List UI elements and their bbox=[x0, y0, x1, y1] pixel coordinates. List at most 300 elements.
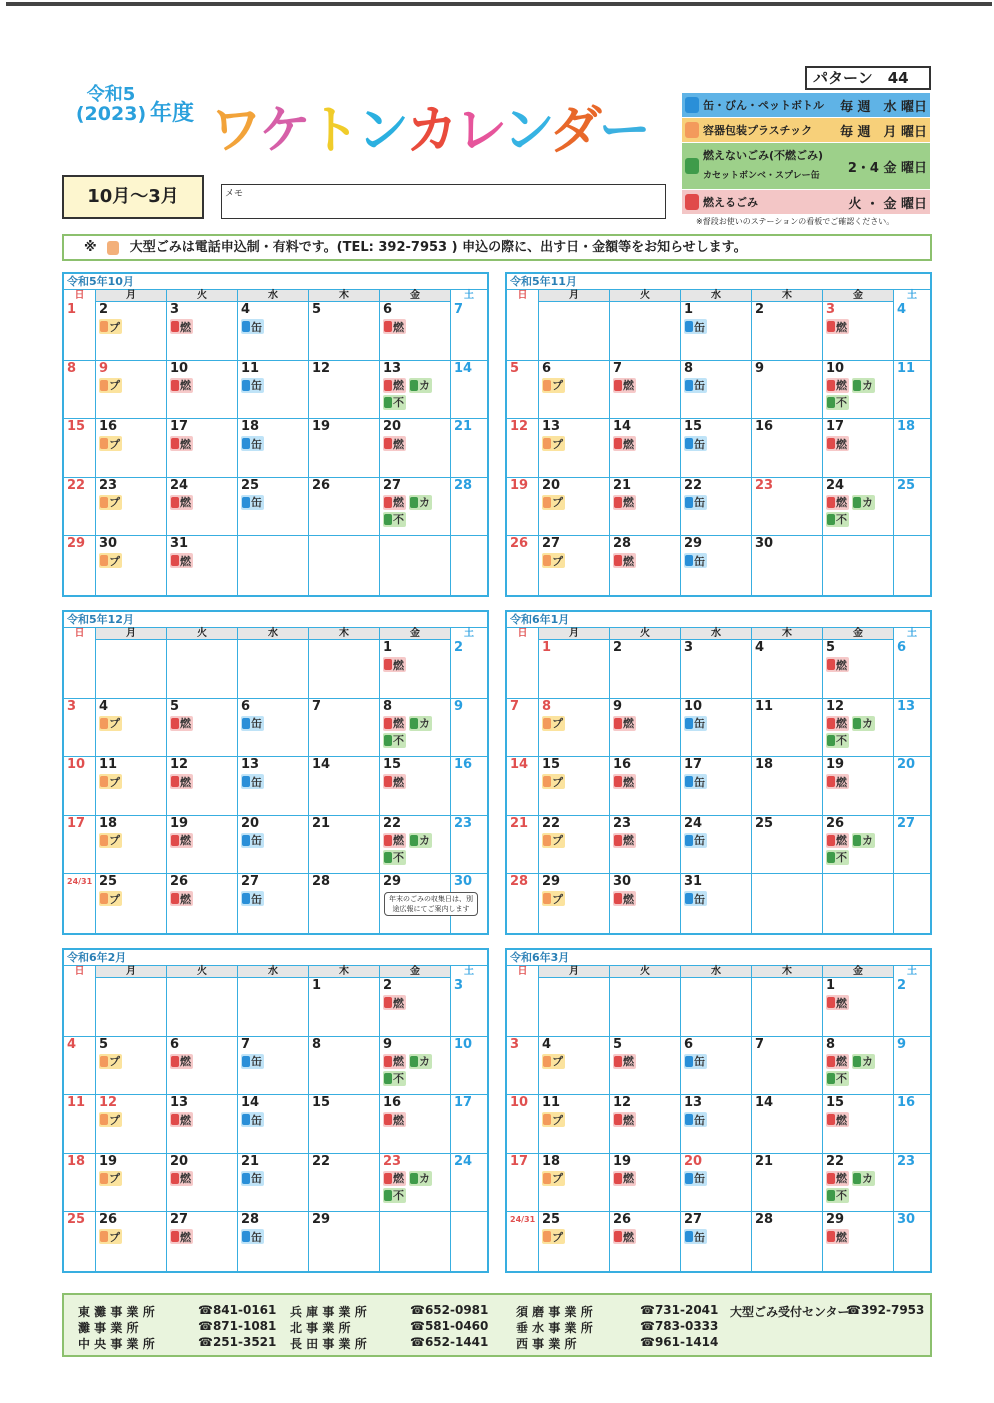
month-calendar bbox=[62, 948, 489, 1273]
badge-label: 燃 bbox=[393, 379, 404, 393]
day-number: 27 bbox=[897, 815, 916, 831]
pickup-badges bbox=[383, 1112, 447, 1127]
day-cell bbox=[167, 478, 238, 537]
weekday-label: 月 bbox=[96, 290, 167, 302]
day-number: 2 bbox=[99, 302, 109, 317]
day-number: 27 bbox=[383, 477, 402, 493]
pickup-badge-burn bbox=[613, 378, 636, 393]
day-cell bbox=[894, 478, 930, 537]
pickup-badge-pla bbox=[99, 1054, 122, 1069]
day-cell bbox=[894, 1212, 930, 1271]
legend-noncombustible-labels bbox=[703, 146, 848, 186]
day-cell bbox=[894, 1095, 930, 1154]
day-number: 1 bbox=[312, 978, 322, 993]
pickup-badge-can bbox=[684, 553, 707, 568]
pickup-badges bbox=[684, 774, 748, 789]
pickup-badges bbox=[99, 1054, 163, 1069]
day-cell bbox=[96, 478, 167, 537]
day-number: 14 bbox=[510, 757, 529, 773]
pickup-badge-can bbox=[241, 716, 264, 731]
day-number: 29 bbox=[67, 536, 86, 552]
badge-label: 燃 bbox=[623, 437, 634, 451]
day-number: 22 bbox=[67, 477, 86, 493]
badge-label: プ bbox=[109, 775, 120, 789]
day-cell bbox=[894, 536, 930, 595]
day-cell bbox=[823, 699, 894, 758]
legend-plastic bbox=[682, 118, 930, 142]
pickup-badge-can bbox=[684, 378, 707, 393]
office-entry bbox=[730, 1319, 846, 1335]
office-entry bbox=[730, 1335, 846, 1351]
pickup-badges bbox=[826, 995, 890, 1010]
day-number: 20 bbox=[684, 1153, 703, 1169]
pickup-badges bbox=[241, 1229, 305, 1244]
day-cell bbox=[451, 640, 487, 699]
non-icon bbox=[384, 735, 392, 746]
day-cell bbox=[167, 1212, 238, 1271]
month-calendar bbox=[505, 948, 932, 1273]
day-cell bbox=[610, 1037, 681, 1096]
day-cell bbox=[610, 478, 681, 537]
day-cell bbox=[752, 1037, 823, 1096]
pickup-badges bbox=[613, 774, 677, 789]
day-number: 19 bbox=[170, 815, 189, 831]
day-number: 22 bbox=[312, 1153, 331, 1169]
badge-label: 缶 bbox=[251, 775, 262, 789]
pickup-badge-burn bbox=[613, 1054, 636, 1069]
day-cell bbox=[823, 1095, 894, 1154]
pickup-badge-pla bbox=[542, 1229, 565, 1244]
pickup-badge-pla bbox=[542, 378, 565, 393]
pickup-badge-pla bbox=[542, 774, 565, 789]
pickup-badges bbox=[170, 716, 234, 731]
badge-label: プ bbox=[552, 1172, 563, 1186]
day-cell bbox=[507, 1095, 539, 1154]
day-cell bbox=[823, 874, 894, 933]
day-number: 7 bbox=[241, 1036, 251, 1052]
day-number: 26 bbox=[613, 1212, 632, 1228]
day-cell bbox=[539, 361, 610, 420]
burn-icon bbox=[384, 1056, 392, 1067]
day-cell bbox=[507, 640, 539, 699]
legend-can bbox=[682, 93, 930, 117]
title-char: ン bbox=[502, 101, 550, 161]
burn-icon bbox=[171, 497, 179, 508]
office-entry: 北 事 業 所 bbox=[290, 1321, 351, 1335]
day-number: 11 bbox=[99, 757, 118, 773]
weekday-label: 火 bbox=[610, 290, 681, 302]
can-icon bbox=[685, 438, 693, 449]
pickup-badges bbox=[99, 553, 163, 568]
plastic-icon bbox=[685, 122, 699, 138]
day-number: 9 bbox=[383, 1036, 393, 1052]
pickup-badge-can bbox=[241, 1171, 264, 1186]
burn-icon bbox=[171, 776, 179, 787]
pickup-badges bbox=[826, 833, 890, 865]
weekday-label: 日 bbox=[64, 628, 96, 640]
day-cell bbox=[238, 1212, 309, 1271]
day-number: 17 bbox=[454, 1095, 473, 1111]
day-number: 25 bbox=[99, 874, 118, 890]
day-cell bbox=[64, 874, 96, 933]
pickup-badges bbox=[383, 495, 447, 527]
legend bbox=[682, 93, 930, 227]
pickup-badges bbox=[613, 1054, 677, 1069]
badge-label: 燃 bbox=[836, 1230, 847, 1244]
pickup-badges bbox=[241, 319, 305, 334]
pickup-badges bbox=[684, 1112, 748, 1127]
legend-plastic-label: 容器包装プラスチック bbox=[703, 124, 813, 137]
weekday-label: 水 bbox=[681, 966, 752, 978]
day-cell bbox=[752, 874, 823, 933]
day-cell bbox=[681, 757, 752, 816]
pickup-badge-burn bbox=[613, 833, 636, 848]
day-cell bbox=[539, 1037, 610, 1096]
pickup-badges bbox=[170, 436, 234, 451]
office-entry: 須 磨 事 業 所 bbox=[516, 1305, 593, 1319]
day-cell bbox=[451, 419, 487, 478]
badge-label: プ bbox=[552, 379, 563, 393]
pickup-badge-burn bbox=[826, 716, 849, 731]
burn-icon bbox=[171, 1114, 179, 1125]
page-title bbox=[210, 88, 648, 163]
day-cell bbox=[894, 302, 930, 361]
badge-label: 燃 bbox=[623, 554, 634, 568]
office-entry: 兵 庫 事 業 所 bbox=[290, 1305, 367, 1319]
pickup-badges bbox=[241, 891, 305, 906]
pickup-badges bbox=[542, 436, 606, 451]
weekday-label: 日 bbox=[64, 966, 96, 978]
weeks-grid bbox=[64, 640, 487, 933]
badge-label: 燃 bbox=[180, 775, 191, 789]
pickup-badge-burn bbox=[383, 995, 406, 1010]
day-number: 4 bbox=[241, 302, 251, 317]
pickup-badges bbox=[170, 891, 234, 906]
office-entry: 中 央 事 業 所 bbox=[78, 1337, 155, 1351]
day-cell bbox=[238, 1037, 309, 1096]
can-icon bbox=[685, 380, 693, 391]
day-number: 9 bbox=[613, 698, 623, 714]
badge-label: 燃 bbox=[836, 834, 847, 848]
weekday-label: 土 bbox=[894, 290, 930, 302]
badge-label: プ bbox=[109, 892, 120, 906]
pickup-badge-can bbox=[684, 1171, 707, 1186]
day-cell bbox=[539, 1095, 610, 1154]
badge-label: カ bbox=[419, 379, 430, 393]
weekday-label: 木 bbox=[752, 290, 823, 302]
day-cell bbox=[64, 361, 96, 420]
burn-icon bbox=[614, 835, 622, 846]
burn-icon bbox=[171, 380, 179, 391]
weekday-label: 火 bbox=[167, 966, 238, 978]
day-cell bbox=[238, 302, 309, 361]
day-number: 24 bbox=[684, 815, 703, 831]
pickup-badge-pla bbox=[99, 1229, 122, 1244]
badge-label: 燃 bbox=[180, 1055, 191, 1069]
badge-label: プ bbox=[109, 554, 120, 568]
day-cell bbox=[507, 1037, 539, 1096]
pla-icon bbox=[543, 1114, 551, 1125]
pickup-badge-kan bbox=[852, 716, 875, 731]
pickup-badges bbox=[241, 716, 305, 731]
day-cell bbox=[507, 816, 539, 875]
pickup-badge-burn bbox=[383, 436, 406, 451]
day-cell bbox=[681, 302, 752, 361]
pickup-badge-pla bbox=[99, 774, 122, 789]
day-number: 18 bbox=[542, 1153, 561, 1169]
day-number: 2 bbox=[454, 640, 464, 655]
pickup-badge-can bbox=[241, 1054, 264, 1069]
day-number: 25 bbox=[542, 1212, 561, 1228]
day-number: 7 bbox=[510, 698, 520, 714]
day-cell bbox=[451, 874, 487, 933]
weeks-grid bbox=[507, 640, 930, 933]
badge-label: プ bbox=[552, 437, 563, 451]
day-cell bbox=[96, 536, 167, 595]
badge-label: 燃 bbox=[393, 1172, 404, 1186]
day-number: 6 bbox=[170, 1036, 180, 1052]
badge-label: 不 bbox=[393, 851, 404, 865]
day-cell bbox=[539, 1212, 610, 1271]
pickup-badge-burn bbox=[383, 833, 406, 848]
pickup-badge-pla bbox=[542, 1171, 565, 1186]
pickup-badge-can bbox=[241, 495, 264, 510]
pickup-badge-kan bbox=[409, 716, 432, 731]
burn-icon bbox=[827, 659, 835, 670]
pickup-badges bbox=[542, 378, 606, 393]
pickup-badge-burn bbox=[170, 495, 193, 510]
day-number: 15 bbox=[826, 1095, 845, 1111]
badge-label: 不 bbox=[393, 734, 404, 748]
burn-icon bbox=[384, 438, 392, 449]
day-cell bbox=[309, 699, 380, 758]
pickup-badge-non bbox=[826, 1071, 849, 1086]
day-cell bbox=[539, 536, 610, 595]
kan-icon bbox=[410, 1056, 418, 1067]
badge-label: 缶 bbox=[694, 1230, 705, 1244]
burn-icon bbox=[614, 776, 622, 787]
pickup-badge-burn bbox=[170, 1171, 193, 1186]
can-icon bbox=[242, 893, 250, 904]
day-cell bbox=[610, 757, 681, 816]
pickup-badges bbox=[383, 1054, 447, 1086]
burn-icon bbox=[827, 718, 835, 729]
day-number: 21 bbox=[613, 477, 632, 493]
day-cell bbox=[681, 1154, 752, 1213]
day-number: 23 bbox=[383, 1153, 402, 1169]
day-number: 24/31 bbox=[510, 1215, 536, 1225]
bottle-icon bbox=[685, 97, 699, 113]
day-cell bbox=[610, 640, 681, 699]
day-number: 3 bbox=[826, 302, 836, 317]
pla-icon bbox=[100, 1231, 108, 1242]
day-number: 6 bbox=[241, 698, 251, 714]
day-number: 25 bbox=[67, 1212, 86, 1228]
day-number: 3 bbox=[67, 698, 77, 714]
day-number: 24 bbox=[170, 477, 189, 493]
pickup-badge-can bbox=[241, 774, 264, 789]
day-number: 19 bbox=[826, 757, 845, 773]
badge-label: 燃 bbox=[180, 496, 191, 510]
can-icon bbox=[685, 718, 693, 729]
title-char: ワ bbox=[210, 101, 260, 161]
day-number: 5 bbox=[826, 640, 836, 655]
day-cell bbox=[309, 361, 380, 420]
weeks-grid bbox=[64, 302, 487, 595]
month-calendar bbox=[505, 610, 932, 935]
badge-label: 燃 bbox=[393, 996, 404, 1010]
non-icon bbox=[384, 514, 392, 525]
office-entry: ☎961-1414 bbox=[640, 1335, 719, 1349]
badge-label: 燃 bbox=[393, 320, 404, 334]
day-cell bbox=[610, 302, 681, 361]
day-cell bbox=[451, 816, 487, 875]
day-number: 6 bbox=[684, 1036, 694, 1052]
pla-icon bbox=[100, 893, 108, 904]
badge-label: 燃 bbox=[836, 496, 847, 510]
day-cell bbox=[167, 699, 238, 758]
day-number: 27 bbox=[170, 1212, 189, 1228]
day-cell bbox=[681, 536, 752, 595]
memo-field[interactable] bbox=[221, 184, 666, 219]
kan-icon bbox=[853, 1056, 861, 1067]
pickup-badges bbox=[542, 716, 606, 731]
legend-can-label: 缶・びん・ペットボトル bbox=[703, 99, 824, 112]
pla-icon bbox=[543, 893, 551, 904]
badge-label: 燃 bbox=[393, 1055, 404, 1069]
pickup-badges bbox=[613, 716, 677, 731]
day-number: 5 bbox=[312, 302, 322, 317]
day-number: 7 bbox=[613, 360, 623, 376]
day-cell bbox=[823, 757, 894, 816]
legend-burnable bbox=[682, 190, 930, 214]
pickup-badge-burn bbox=[826, 378, 849, 393]
day-cell bbox=[610, 361, 681, 420]
pickup-badge-non bbox=[826, 850, 849, 865]
pickup-badge-burn bbox=[170, 716, 193, 731]
day-number: 1 bbox=[67, 302, 77, 317]
badge-label: 燃 bbox=[836, 379, 847, 393]
badge-label: カ bbox=[862, 717, 873, 731]
day-cell bbox=[681, 1212, 752, 1271]
day-cell bbox=[238, 816, 309, 875]
pickup-badges bbox=[241, 436, 305, 451]
day-number: 30 bbox=[755, 536, 774, 552]
can-icon bbox=[242, 1173, 250, 1184]
pickup-badges bbox=[826, 716, 890, 748]
day-number: 14 bbox=[312, 757, 331, 773]
day-number: 19 bbox=[99, 1153, 118, 1169]
day-cell bbox=[507, 302, 539, 361]
top-border bbox=[6, 2, 992, 6]
badge-label: カ bbox=[419, 1172, 430, 1186]
weekday-label: 火 bbox=[610, 966, 681, 978]
weekday-label: 木 bbox=[309, 628, 380, 640]
non-icon bbox=[827, 735, 835, 746]
pickup-badge-non bbox=[383, 395, 406, 410]
day-cell bbox=[96, 419, 167, 478]
badge-label: 燃 bbox=[393, 496, 404, 510]
day-cell bbox=[823, 1212, 894, 1271]
pickup-badge-burn bbox=[613, 495, 636, 510]
badge-label: 燃 bbox=[180, 1230, 191, 1244]
day-cell bbox=[894, 640, 930, 699]
weekday-label: 火 bbox=[610, 628, 681, 640]
day-number: 9 bbox=[897, 1036, 907, 1052]
pickup-badges bbox=[99, 891, 163, 906]
pickup-badge-non bbox=[383, 850, 406, 865]
pickup-badge-burn bbox=[170, 891, 193, 906]
pickup-badge-burn bbox=[613, 553, 636, 568]
period-label: 10月～3月 bbox=[62, 175, 204, 219]
pickup-badge-kan bbox=[852, 495, 875, 510]
office-entry: 長 田 事 業 所 bbox=[290, 1337, 367, 1351]
pickup-badges bbox=[170, 1229, 234, 1244]
weekday-label: 日 bbox=[507, 290, 539, 302]
weekday-label: 土 bbox=[894, 966, 930, 978]
day-cell bbox=[167, 1037, 238, 1096]
burn-icon bbox=[171, 835, 179, 846]
badge-label: 缶 bbox=[694, 834, 705, 848]
day-number: 15 bbox=[542, 757, 561, 773]
badge-label: 缶 bbox=[694, 1172, 705, 1186]
pickup-badge-can bbox=[684, 319, 707, 334]
burn-icon bbox=[614, 1056, 622, 1067]
day-number: 12 bbox=[312, 360, 331, 376]
weekday-label: 木 bbox=[309, 290, 380, 302]
office-entry: ☎652-0981 bbox=[410, 1303, 489, 1317]
badge-label: 不 bbox=[393, 1072, 404, 1086]
badge-label: 燃 bbox=[180, 717, 191, 731]
kan-icon bbox=[410, 1173, 418, 1184]
badge-label: 燃 bbox=[180, 320, 191, 334]
badge-label: 燃 bbox=[180, 892, 191, 906]
pickup-badge-burn bbox=[170, 553, 193, 568]
weekday-label: 水 bbox=[238, 966, 309, 978]
era-label bbox=[72, 86, 150, 125]
pickup-badges bbox=[826, 1112, 890, 1127]
day-number: 22 bbox=[542, 815, 561, 831]
notice-text: 大型ごみは電話申込制・有料です。(TEL: 392-7953 ) 申込の際に、出す日・金額等をお知らせします。 bbox=[129, 240, 747, 255]
badge-label: 缶 bbox=[694, 1055, 705, 1069]
day-number: 6 bbox=[897, 640, 907, 655]
day-cell bbox=[539, 757, 610, 816]
pickup-badge-pla bbox=[542, 833, 565, 848]
month-calendar bbox=[505, 272, 932, 597]
day-cell bbox=[380, 361, 451, 420]
day-number: 14 bbox=[755, 1095, 774, 1111]
burn-icon bbox=[384, 659, 392, 670]
day-number: 29 bbox=[383, 874, 402, 890]
day-cell bbox=[96, 757, 167, 816]
burn-icon bbox=[384, 321, 392, 332]
day-number: 13 bbox=[170, 1095, 189, 1111]
day-cell bbox=[507, 1154, 539, 1213]
day-number: 5 bbox=[613, 1036, 623, 1052]
weekday-label: 水 bbox=[238, 628, 309, 640]
office-entry: 灘 事 業 所 bbox=[78, 1321, 139, 1335]
day-number: 30 bbox=[454, 874, 473, 890]
month-title: 令和6年1月 bbox=[507, 612, 930, 628]
day-cell bbox=[64, 419, 96, 478]
day-cell bbox=[823, 419, 894, 478]
memo-label: メモ bbox=[225, 189, 244, 199]
day-number: 6 bbox=[542, 360, 552, 376]
weekday-label: 金 bbox=[823, 290, 894, 302]
badge-label: プ bbox=[109, 379, 120, 393]
day-cell bbox=[309, 478, 380, 537]
legend-burnable-label: 燃えるごみ bbox=[703, 196, 758, 209]
